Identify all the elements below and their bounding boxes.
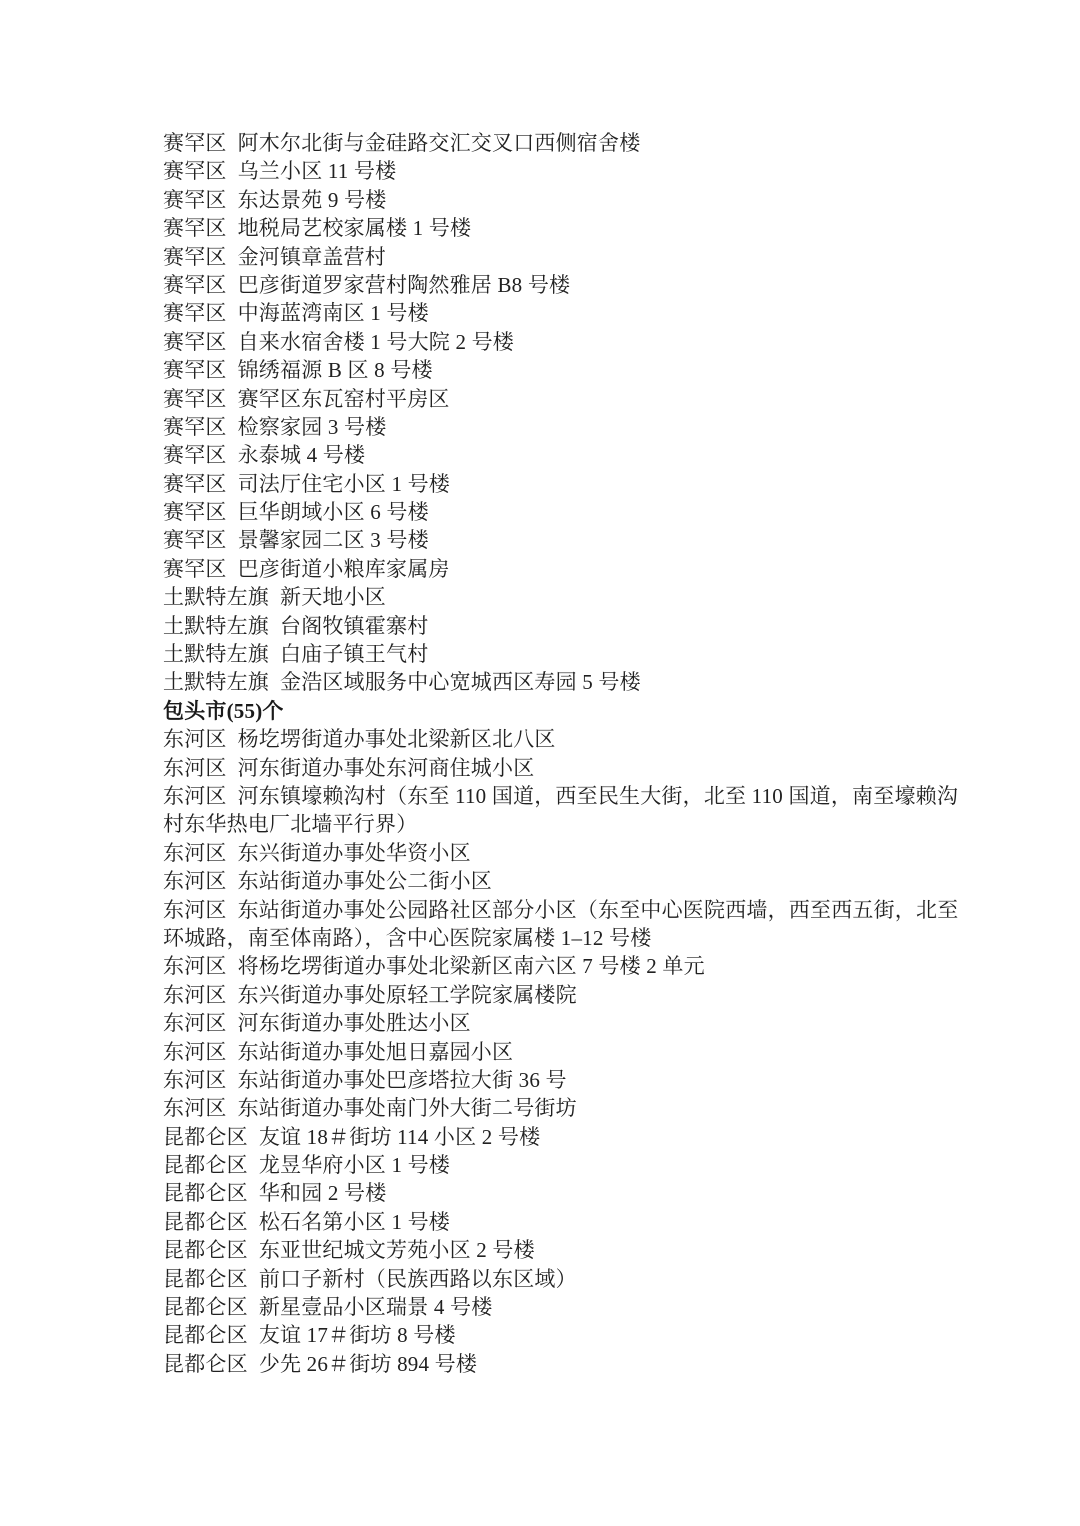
city-section-heading: 包头市(55)个 — [163, 698, 284, 723]
entry-line — [163, 526, 953, 554]
district-label: 赛罕区 — [163, 187, 227, 212]
location-text: 前口子新村（民族西路以东区域） — [258, 1266, 577, 1291]
entry-line — [163, 385, 953, 413]
district-label: 赛罕区 — [163, 528, 227, 553]
entry-line — [163, 299, 953, 327]
entry-line — [163, 441, 953, 469]
location-text: 东兴街道办事处原轻工学院家属楼院 — [237, 982, 577, 1007]
location-text: 少先 26＃街坊 894 号楼 — [258, 1351, 478, 1376]
location-text: 友谊 17＃街坊 8 号楼 — [258, 1323, 456, 1348]
district-label: 赛罕区 — [163, 358, 227, 383]
entry-line — [163, 356, 953, 384]
location-text: 东站街道办事处公园路社区部分小区（东至中心医院西墙，西至西五街，北至 — [237, 897, 959, 922]
location-text: 河东街道办事处东河商住城小区 — [237, 755, 535, 780]
location-text: 华和园 2 号楼 — [258, 1181, 387, 1206]
entry-line — [163, 867, 953, 895]
entry-line — [163, 1265, 953, 1293]
location-text: 自来水宿舍楼 1 号大院 2 号楼 — [237, 329, 515, 354]
entry-line — [163, 1066, 953, 1094]
entry-line — [163, 612, 953, 640]
entry-line — [163, 668, 953, 696]
location-text: 乌兰小区 11 号楼 — [237, 159, 397, 184]
district-label: 昆都仑区 — [163, 1209, 248, 1234]
entry-line — [163, 725, 953, 753]
location-text: 新天地小区 — [280, 585, 386, 610]
district-label: 昆都仑区 — [163, 1295, 248, 1320]
district-label: 土默特左旗 — [163, 613, 269, 638]
location-text: 龙昱华府小区 1 号楼 — [258, 1153, 451, 1178]
district-label: 东河区 — [163, 783, 227, 808]
location-text: 司法厅住宅小区 1 号楼 — [237, 471, 451, 496]
entry-line — [163, 754, 953, 782]
district-label: 东河区 — [163, 982, 227, 1007]
entry-line — [163, 271, 953, 299]
entry-line — [163, 1208, 953, 1236]
location-text: 河东镇壕赖沟村（东至 110 国道，西至民生大街，北至 110 国道，南至壕赖沟 — [237, 783, 959, 808]
location-text: 赛罕区东瓦窑村平房区 — [237, 386, 450, 411]
district-label: 昆都仑区 — [163, 1238, 248, 1263]
location-text: 金河镇章盖营村 — [237, 244, 387, 269]
entry-line — [163, 470, 953, 498]
location-text: 东站街道办事处巴彦塔拉大街 36 号 — [237, 1067, 567, 1092]
entry-line — [163, 1009, 953, 1037]
district-label: 东河区 — [163, 1011, 227, 1036]
district-label: 昆都仑区 — [163, 1323, 248, 1348]
district-label: 赛罕区 — [163, 244, 227, 269]
district-label: 昆都仑区 — [163, 1153, 248, 1178]
district-label: 东河区 — [163, 840, 227, 865]
district-label: 东河区 — [163, 755, 227, 780]
location-text: 将杨圪塄街道办事处北梁新区南六区 7 号楼 2 单元 — [237, 954, 705, 979]
entry-continuation-line: 村东华热电厂北墙平行界） — [163, 812, 418, 837]
district-label: 赛罕区 — [163, 131, 227, 155]
location-text: 巨华朗域小区 6 号楼 — [237, 500, 429, 525]
entry-line — [163, 243, 953, 271]
district-label: 土默特左旗 — [163, 585, 269, 610]
location-text: 景馨家园二区 3 号楼 — [237, 528, 429, 553]
location-text: 河东街道办事处胜达小区 — [237, 1011, 471, 1036]
entry-line — [163, 839, 953, 867]
entry-line — [163, 782, 959, 810]
entry-line — [163, 981, 953, 1009]
entry-line — [163, 1350, 953, 1378]
location-text: 东兴街道办事处华资小区 — [237, 840, 471, 865]
location-text: 东达景苑 9 号楼 — [237, 187, 387, 212]
location-text: 金浩区域服务中心宽城西区寿园 5 号楼 — [280, 670, 641, 695]
location-text: 松石名第小区 1 号楼 — [258, 1209, 451, 1234]
entry-line — [163, 896, 959, 924]
district-label: 赛罕区 — [163, 556, 227, 581]
district-label: 昆都仑区 — [163, 1351, 248, 1376]
location-text: 巴彦街道小粮库家属房 — [237, 556, 450, 581]
district-label: 昆都仑区 — [163, 1181, 248, 1206]
entry-line — [163, 157, 953, 185]
district-label: 赛罕区 — [163, 471, 227, 496]
location-text: 友谊 18＃街坊 114 小区 2 号楼 — [258, 1124, 541, 1149]
entry-line — [163, 1321, 953, 1349]
district-label: 赛罕区 — [163, 159, 227, 184]
location-text: 杨圪塄街道办事处北梁新区北八区 — [237, 727, 556, 752]
district-label: 东河区 — [163, 897, 227, 922]
district-label: 赛罕区 — [163, 301, 227, 326]
entry-line — [163, 1094, 953, 1122]
entry-line — [163, 498, 953, 526]
district-label: 赛罕区 — [163, 443, 227, 468]
district-label: 赛罕区 — [163, 272, 227, 297]
district-label: 赛罕区 — [163, 216, 227, 241]
location-text: 阿木尔北街与金硅路交汇交叉口西侧宿舍楼 — [237, 131, 641, 155]
location-text: 东站街道办事处旭日嘉园小区 — [237, 1039, 514, 1064]
location-text: 东站街道办事处南门外大街二号街坊 — [237, 1096, 577, 1121]
district-label: 赛罕区 — [163, 500, 227, 525]
district-label: 昆都仑区 — [163, 1124, 248, 1149]
location-text: 东站街道办事处公二街小区 — [237, 869, 493, 894]
location-text: 台阁牧镇霍寨村 — [280, 613, 429, 638]
location-text: 中海蓝湾南区 1 号楼 — [237, 301, 429, 326]
location-text: 新星壹品小区瑞景 4 号楼 — [258, 1295, 493, 1320]
location-text: 白庙子镇王气村 — [280, 642, 429, 667]
district-label: 赛罕区 — [163, 329, 227, 354]
entry-line — [163, 129, 953, 157]
district-label: 东河区 — [163, 1067, 227, 1092]
location-text: 锦绣福源 B 区 8 号楼 — [237, 358, 433, 383]
district-label: 东河区 — [163, 727, 227, 752]
entry-line — [163, 583, 953, 611]
entry-continuation-line: 环城路，南至体南路），含中心医院家属楼 1–12 号楼 — [163, 925, 652, 950]
district-label: 东河区 — [163, 869, 227, 894]
location-text: 巴彦街道罗家营村陶然雅居 B8 号楼 — [237, 272, 571, 297]
district-label: 东河区 — [163, 1096, 227, 1121]
entry-line — [163, 1038, 953, 1066]
district-label: 土默特左旗 — [163, 670, 269, 695]
entry-line — [163, 1179, 953, 1207]
district-label: 东河区 — [163, 954, 227, 979]
entry-line — [163, 413, 953, 441]
risk-area-list — [163, 129, 959, 1378]
district-label: 赛罕区 — [163, 386, 227, 411]
location-text: 永泰城 4 号楼 — [237, 443, 366, 468]
entry-line — [163, 1123, 953, 1151]
location-text: 东亚世纪城文芳苑小区 2 号楼 — [258, 1238, 535, 1263]
location-text: 检察家园 3 号楼 — [237, 414, 387, 439]
entry-line — [163, 1236, 953, 1264]
entry-line — [163, 328, 953, 356]
entry-line — [163, 186, 953, 214]
location-text: 地税局艺校家属楼 1 号楼 — [237, 216, 472, 241]
district-label: 赛罕区 — [163, 414, 227, 439]
entry-line — [163, 555, 953, 583]
district-label: 东河区 — [163, 1039, 227, 1064]
district-label: 昆都仑区 — [163, 1266, 248, 1291]
entry-line — [163, 214, 953, 242]
entry-line — [163, 1293, 953, 1321]
entry-line — [163, 952, 953, 980]
district-label: 土默特左旗 — [163, 642, 269, 667]
entry-line — [163, 1151, 953, 1179]
entry-line — [163, 640, 953, 668]
